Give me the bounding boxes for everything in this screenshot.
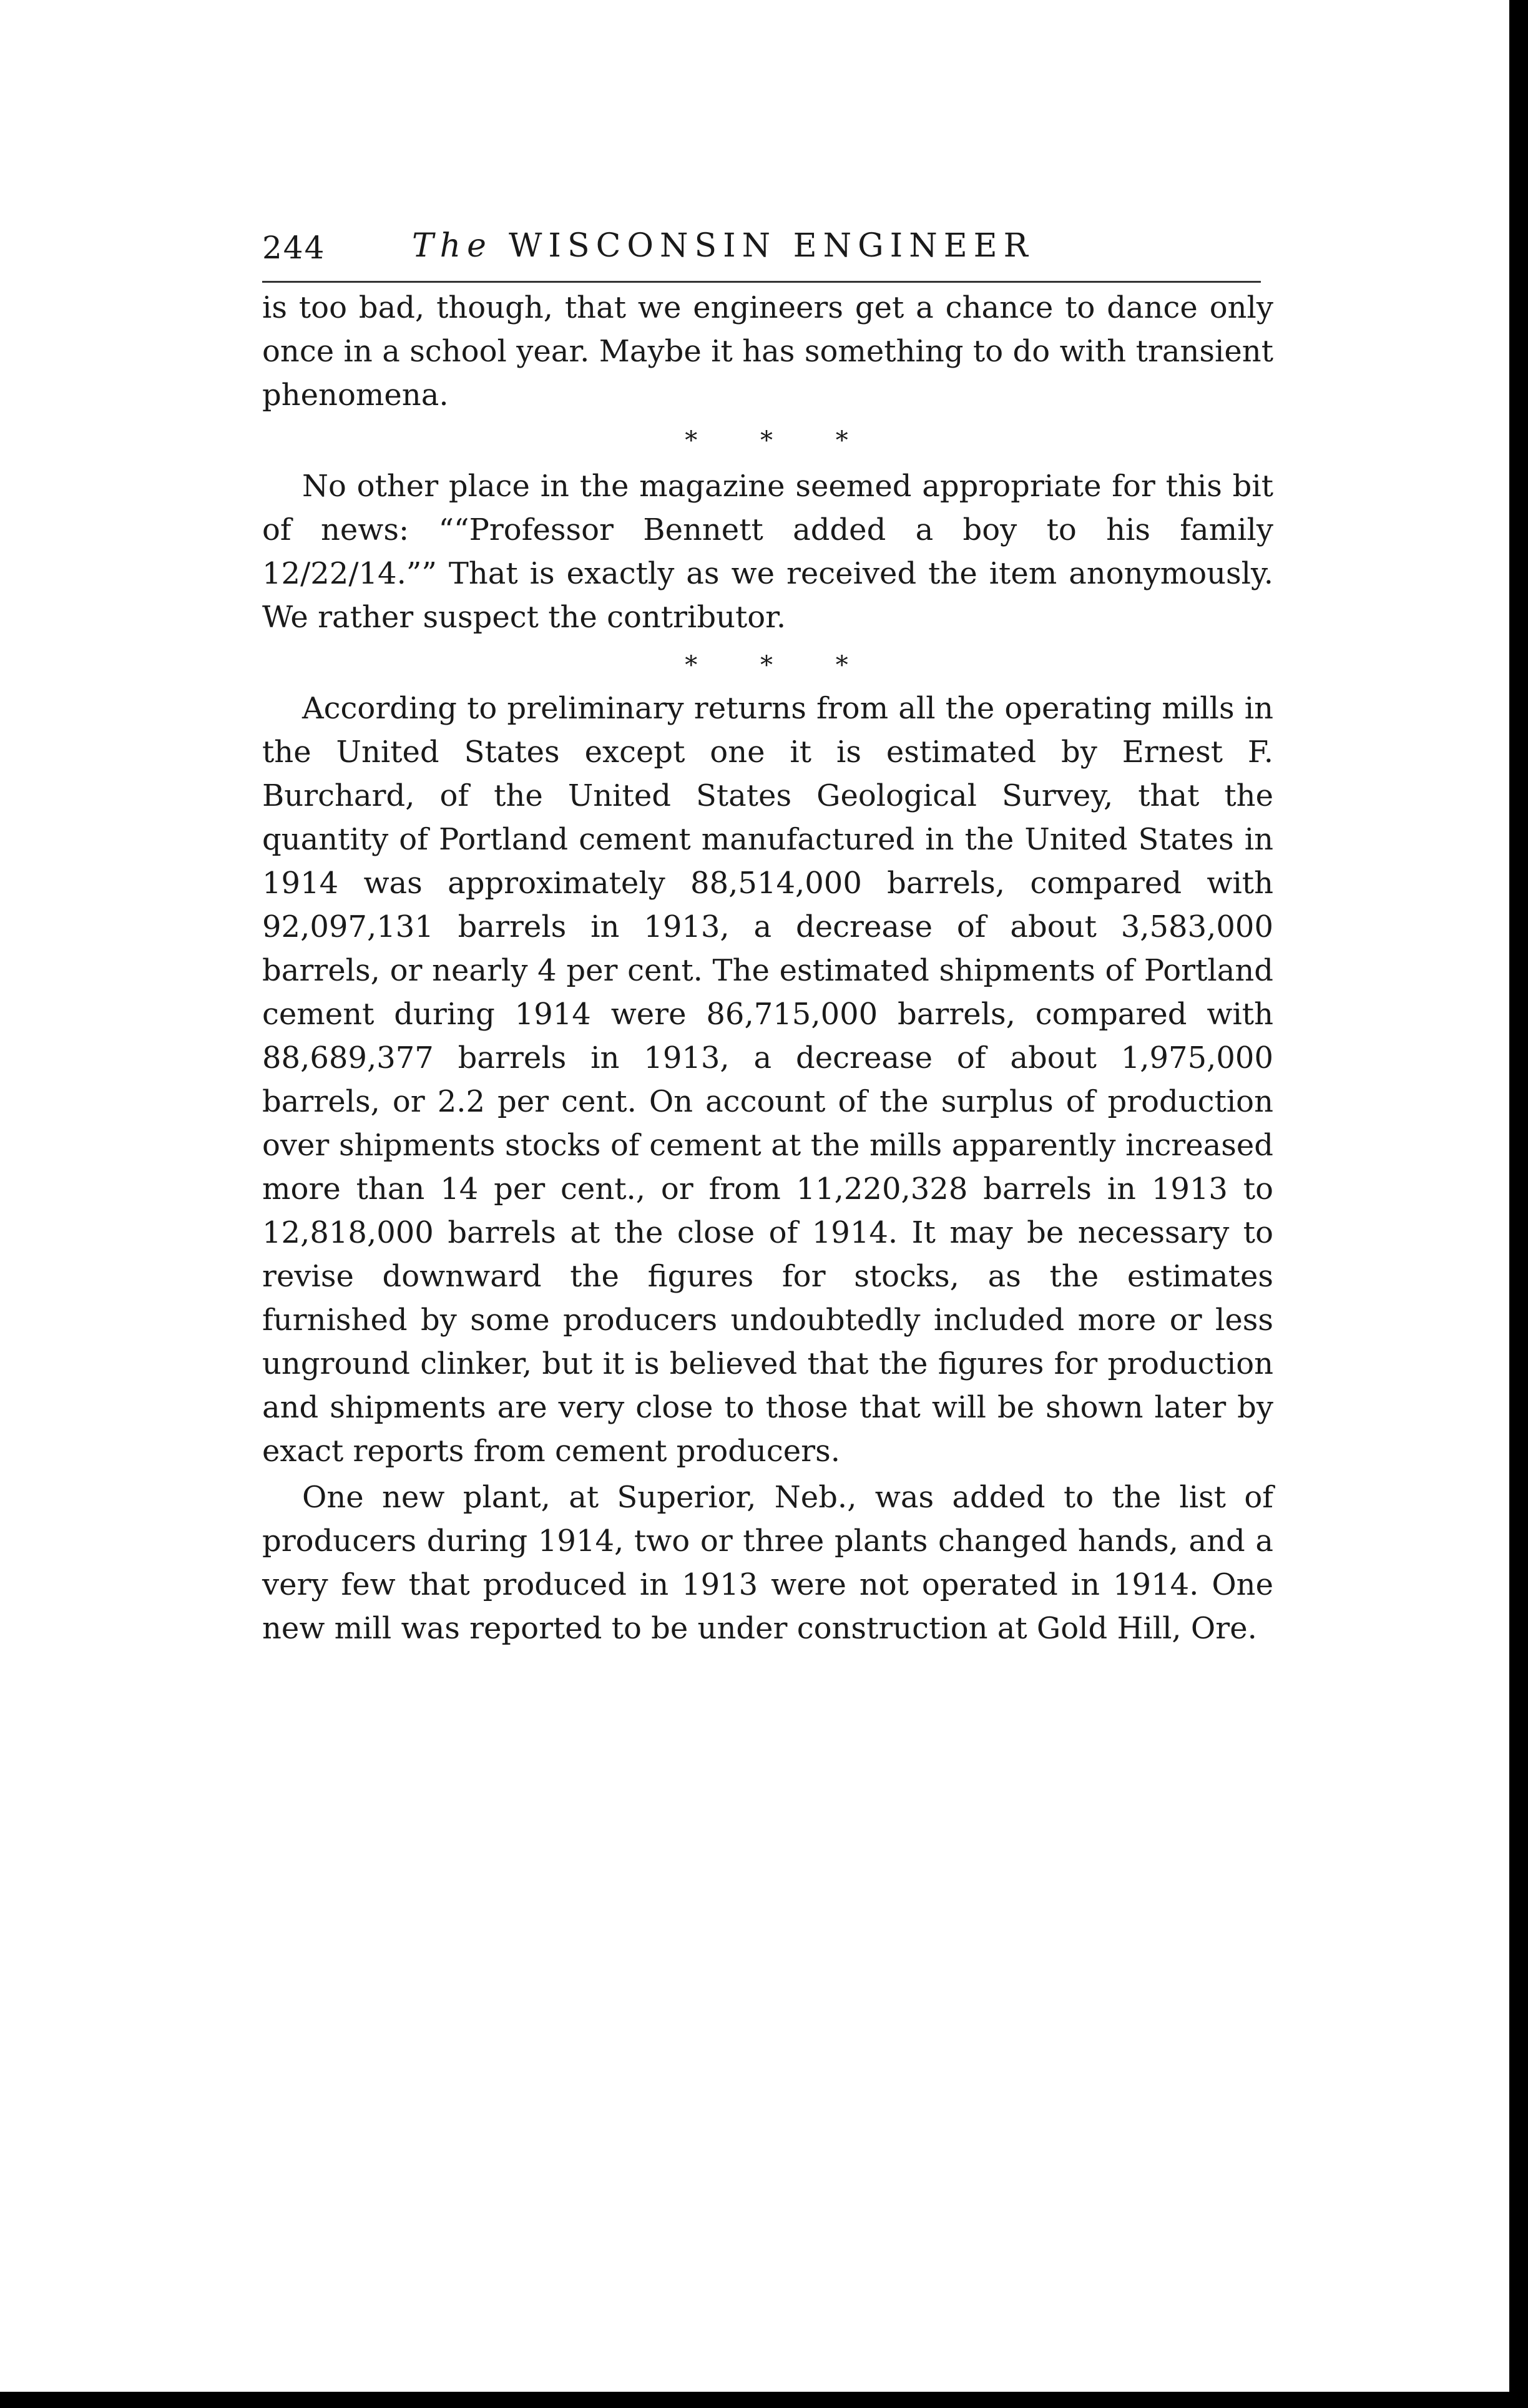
scan-edge-right — [1509, 0, 1528, 2408]
header-rule — [262, 281, 1261, 283]
journal-title — [412, 227, 1034, 265]
paragraph-dance: is too bad, though, that we engineers get a chance to dance only once in a school year. Maybe it has something to do with transient phenomena. — [262, 290, 1273, 413]
journal-title-the: The — [412, 227, 492, 265]
article-body — [262, 286, 1273, 1650]
page-number: 244 — [262, 230, 326, 266]
section-separator: * * * — [685, 651, 876, 680]
paragraph-new-plants: One new plant, at Superior, Neb., was added to the list of producers during 1914, two or three plants changed hands, and a very few that produced in 1913 were not operated in 1914. One new mill was reported to be under construction at Gold Hill, Ore. — [262, 1480, 1273, 1646]
journal-title-name: WISCONSIN ENGINEER — [508, 227, 1034, 265]
section-separator: * * * — [685, 426, 876, 455]
paragraph-bennett: No other place in the magazine seemed appropriate for this bit of news: ““Professor Bennett added a boy to his family 12/22/14.”” That is exactly as we received the item anonymously. We rather suspect the contributor. — [262, 469, 1273, 635]
scan-edge-bottom — [0, 2392, 1528, 2408]
running-header — [262, 225, 1267, 281]
paragraph-cement-statistics: According to preliminary returns from all the operating mills in the United States except one it is estimated by Ernest F. Burchard, of the United States Geological Survey, that the quantity of Portland cement manufactured in the United States in 1914 was approximately 88,514,000 barrels, compared with 92,097,131 barrels in 1913, a decrease of about 3,583,000 barrels, or nearly 4 per cent. The estimated shipments of Portland cement during 1914 were 86,715,000 barrels, compared with 88,689,377 barrels in 1913, a decrease of about 1,975,000 barrels, or 2.2 per cent. On account of the surplus of production over shipments stocks of cement at the mills apparently increased more than 14 per cent., or from 11,220,328 barrels in 1913 to 12,818,000 barrels at the close of 1914. It may be necessary to revise downward the figures for stocks, as the estimates furnished by some producers undoubtedly included more or less unground clinker, but it is believed that the figures for production and shipments are very close to those that will be shown later by exact reports from cement producers. — [262, 691, 1273, 1469]
